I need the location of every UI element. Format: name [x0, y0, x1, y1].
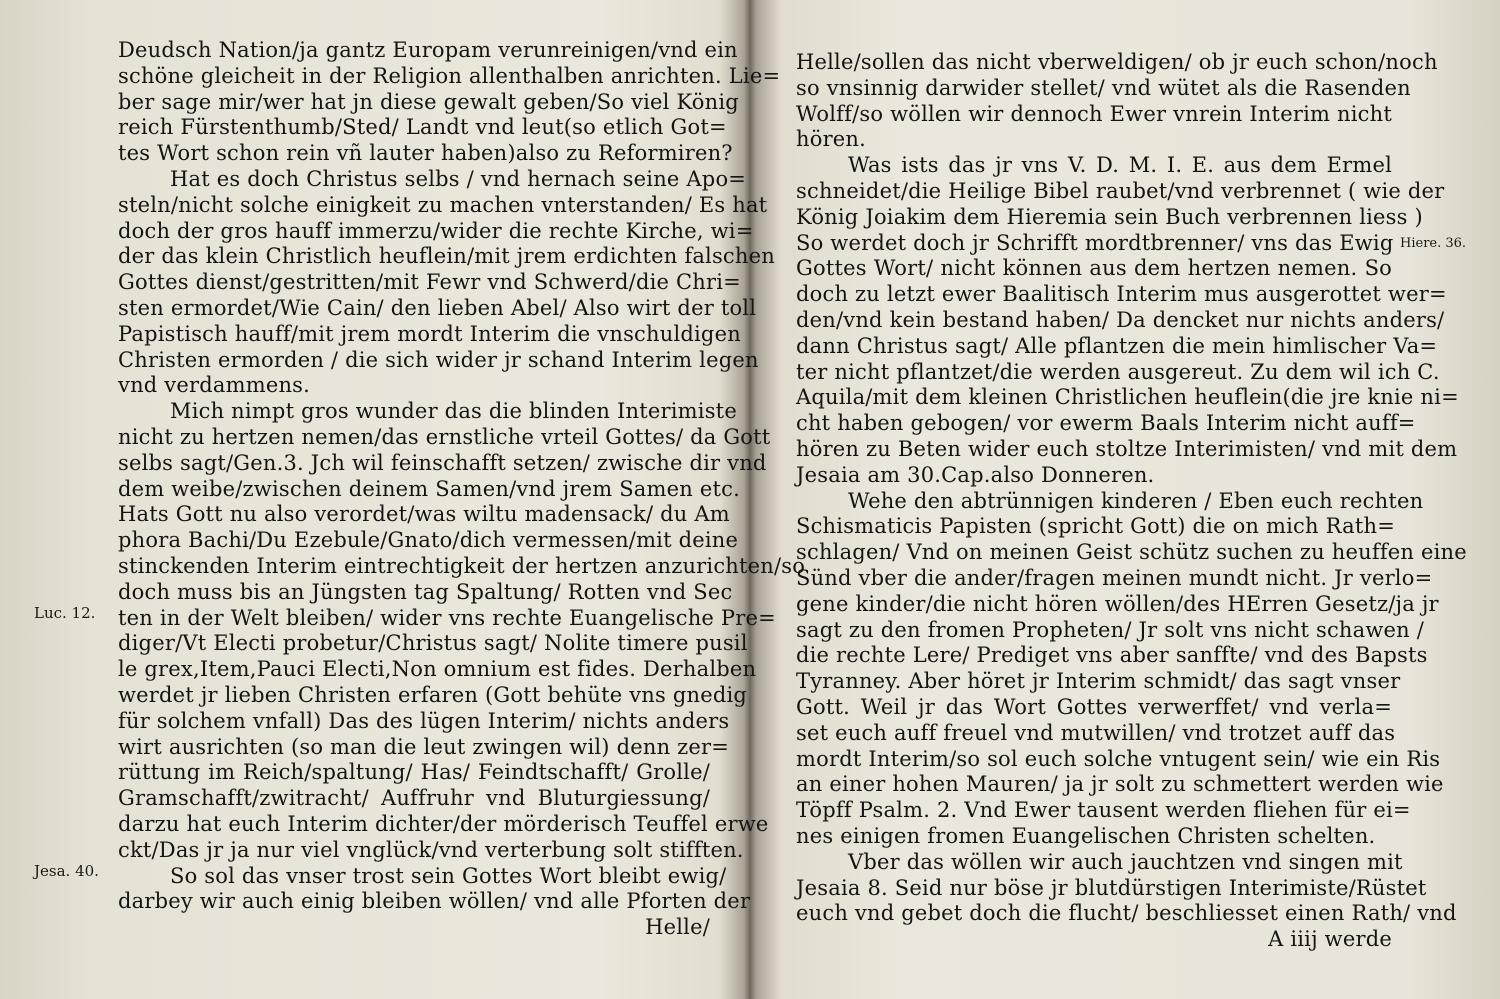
text-line: euch vnd gebet doch die flucht/ beschliesset einen Rath/ vnd: [796, 901, 1457, 926]
text-line: Papistisch hauff/mit jrem mordt Interim die vnschuldigen: [118, 321, 741, 346]
text-line: nicht zu hertzen nemen/das ernstliche vrteil Gottes/ da Gott: [118, 424, 771, 449]
margin-note-jesa: Jesa. 40.: [34, 862, 99, 880]
text-line: Deudsch Nation/ja gantz Europam verunreinigen/vnd ein: [118, 38, 738, 62]
text-line: Wolff/so wöllen wir dennoch Ewer vnrein Interim nicht: [796, 101, 1392, 126]
text-line: ckt/Das jr ja nur viel vnglück/vnd verterbung solt stifften.: [118, 837, 744, 862]
text-line: rüttung im Reich/spaltung/ Has/ Feindtschafft/ Grolle/: [118, 760, 710, 785]
text-line: der das klein Christlich heuflein/mit jrem erdichten falschen: [118, 244, 775, 269]
text-line: darzu hat euch Interim dichter/der mörderisch Teuffel erwe: [118, 811, 769, 836]
text-line: So sol das vnser trost sein Gottes Wort bleibt ewig/: [170, 863, 727, 888]
text-line: dem weibe/zwischen deinem Samen/vnd jrem Samen etc.: [118, 476, 740, 501]
text-line: schlagen/ Vnd on meinen Geist schütz suchen zu heuffen eine: [796, 540, 1467, 565]
text-line: selbs sagt/Gen.3. Jch wil feinschafft setzen/ zwische dir vnd: [118, 450, 767, 475]
text-line: werdet jr lieben Christen erfaren (Gott behüte vns gnedig: [118, 682, 748, 707]
text-line: Christen ermorden / die sich wider jr schand Interim legen: [118, 347, 759, 372]
text-line: phora Bachi/Du Ezebule/Gnato/dich vermessen/mit deine: [118, 528, 739, 553]
text-line: So werdet doch jr Schrifft mordtbrenner/ vns das Ewig: [796, 230, 1394, 255]
text-line: Gott. Weil jr das Wort Gottes verwerffet/ vnd verla=: [796, 694, 1392, 719]
text-line: den/vnd kein bestand haben/ Da dencket nur nichts anders/: [796, 307, 1445, 332]
text-line: gene kinder/die nicht hören wöllen/des HErren Gesetz/ja jr: [796, 591, 1439, 616]
text-line: dann Christus sagt/ Alle pflantzen die mein himlischer Va=: [796, 333, 1438, 358]
text-line: König Joiakim dem Hieremia sein Buch verbrennen liess ): [796, 204, 1423, 229]
text-line: Helle/sollen das nicht vberweldigen/ ob jr euch schon/noch: [796, 50, 1438, 74]
text-line: ter nicht pflantzet/die werden ausgereut. Zu dem wil ich C.: [796, 359, 1440, 384]
text-line: schöne gleicheit in der Religion allenthalben anrichten. Lie=: [118, 63, 781, 88]
right-page: [760, 0, 1500, 999]
text-line: Tyranney. Aber höret jr Interim schmidt/ das sagt vnser: [796, 669, 1401, 694]
text-line: so vnsinnig darwider stellet/ vnd wütet als die Rasenden: [796, 75, 1411, 100]
text-line: Schismaticis Papisten (spricht Gott) die on mich Rath=: [796, 514, 1395, 539]
text-line: sten ermordet/Wie Cain/ den lieben Abel/ Also wirt der toll: [118, 295, 757, 320]
text-line: hören zu Beten wider euch stoltze Interimisten/ vnd mit dem: [796, 436, 1458, 461]
text-line: steln/nicht solche einigkeit zu machen vnterstanden/ Es hat: [118, 192, 768, 217]
text-line: hören.: [796, 127, 867, 152]
margin-note-hiere: Hiere. 36.: [1400, 236, 1467, 251]
text-line: ten in der Welt bleiben/ wider vns rechte Euangelische Pre=: [118, 605, 776, 630]
text-line: an einer hohen Mauren/ ja jr solt zu schmettert werden wie: [796, 772, 1444, 797]
text-line: Töpff Psalm. 2. Vnd Ewer tausent werden fliehen für ei=: [796, 798, 1411, 823]
text-line: für solchem vnfall) Das des lügen Interim/ nichts anders: [118, 708, 730, 733]
catchword: Helle/: [645, 915, 710, 940]
text-line: set euch auff freuel vnd mutwillen/ vnd trotzet auff das: [796, 720, 1396, 745]
text-line: Wehe den abtrünnigen kinderen / Eben euch rechten: [848, 488, 1424, 513]
text-line: Vber das wöllen wir auch jauchtzen vnd singen mit: [848, 849, 1403, 874]
text-line: doch der gros hauff immerzu/wider die rechte Kirche, wi=: [118, 218, 754, 243]
text-line: nes einigen fromen Euangelischen Christen schelten.: [796, 823, 1376, 848]
text-line: Hats Gott nu also verordet/was wiltu madensack/ du Am: [118, 502, 730, 527]
text-line: Mich nimpt gros wunder das die blinden Interimiste: [170, 399, 737, 424]
text-line: schneidet/die Heilige Bibel raubet/vnd verbrennet ( wie der: [796, 178, 1445, 203]
text-line: doch muss bis an Jüngsten tag Spaltung/ Rotten vnd Sec: [118, 579, 733, 604]
text-line: Aquila/mit dem kleinen Christlichen heuflein(die jre knie ni=: [796, 385, 1459, 410]
text-line: Was ists das jr vns V. D. M. I. E. aus dem Ermel: [848, 153, 1392, 178]
text-line: Gottes dienst/gestritten/mit Fewr vnd Schwerd/die Chri=: [118, 270, 741, 295]
text-line: Gramschafft/zwitracht/ Auffruhr vnd Bluturgiessung/: [118, 786, 710, 811]
text-line: tes Wort schon rein vñ lauter haben)also zu Reformiren?: [118, 141, 733, 166]
text-line: Hat es doch Christus selbs / vnd hernach seine Apo=: [170, 166, 747, 191]
text-line: die rechte Lere/ Prediget vns aber sanffte/ vnd des Bapsts: [796, 643, 1428, 668]
text-line: diger/Vt Electi probetur/Christus sagt/ Nolite timere pusil: [118, 631, 748, 656]
text-line: doch zu letzt ewer Baalitisch Interim mus ausgerottet wer=: [796, 282, 1447, 307]
text-line: reich Fürstenthumb/Sted/ Landt vnd leut(so etlich Got=: [118, 115, 727, 140]
text-line: le grex,Item,Pauci Electi,Non omnium est fides. Derhalben: [118, 657, 757, 682]
text-line: wirt ausrichten (so man die leut zwingen wil) denn zer=: [118, 734, 730, 759]
text-line: ber sage mir/wer hat jn diese gewalt geben/So viel König: [118, 89, 739, 114]
text-line: mordt Interim/so sol euch solche vntugent sein/ wie ein Ris: [796, 746, 1441, 771]
text-line: cht haben gebogen/ vor ewerm Baals Interim nicht auff=: [796, 411, 1416, 436]
text-line: Jesaia am 30.Cap.also Donneren.: [796, 462, 1155, 487]
signature-catchword: A iiij werde: [1268, 927, 1392, 952]
margin-note-luc: Luc. 12.: [34, 604, 96, 622]
text-line: Gottes Wort/ nicht können aus dem hertzen nemen. So: [796, 256, 1392, 281]
text-line: darbey wir auch einig bleiben wöllen/ vnd alle Pforten der: [118, 889, 751, 914]
text-line: sagt zu den fromen Propheten/ Jr solt vns nicht schawen /: [796, 617, 1425, 642]
text-line: Sünd vber die ander/fragen meinen mundt nicht. Jr verlo=: [796, 565, 1433, 590]
left-text-column: [118, 38, 806, 941]
text-line: vnd verdammens.: [118, 373, 311, 398]
text-line: stinckenden Interim eintrechtigkeit der hertzen anzurichten/so: [118, 553, 806, 578]
text-line: Jesaia 8. Seid nur böse jr blutdürstigen Interimiste/Rüstet: [796, 875, 1427, 900]
